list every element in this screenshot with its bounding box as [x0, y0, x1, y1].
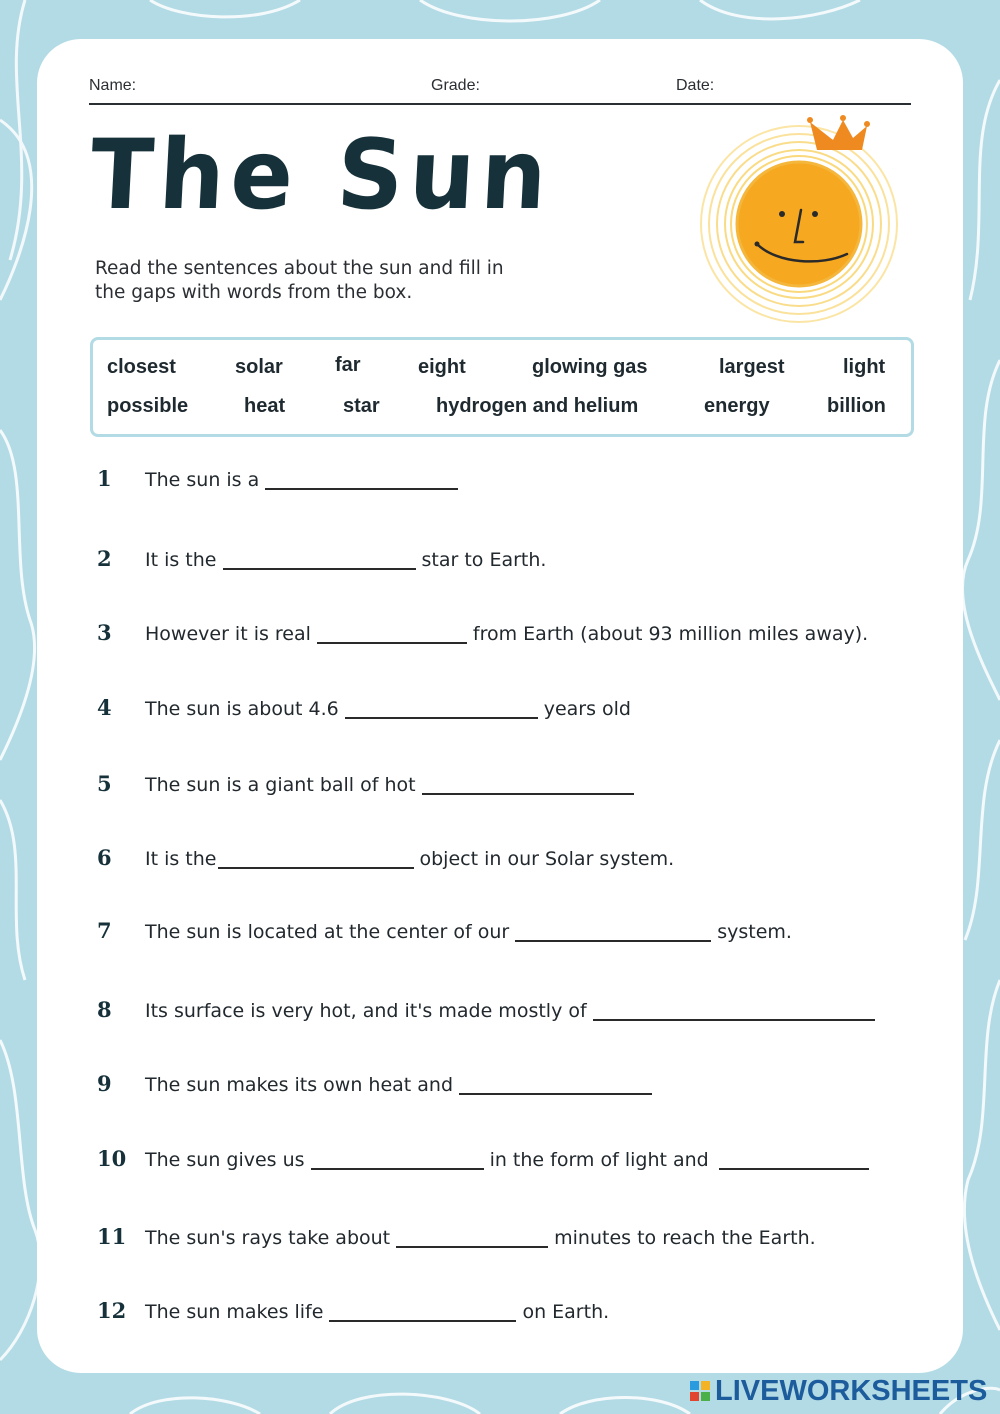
question-text: However it is real [145, 623, 311, 645]
question-text: The sun is about 4.6 [145, 698, 339, 720]
question-1 [97, 466, 937, 499]
question-number: 8 [97, 997, 112, 1022]
question-text: The sun is a giant ball of hot [145, 774, 416, 796]
answer-blank[interactable] [593, 1019, 875, 1021]
question-text: years old [543, 698, 631, 720]
question-text: It is the [145, 549, 217, 571]
word-bank-item: possible [107, 395, 189, 417]
word-bank-item: billion [827, 395, 886, 417]
answer-blank[interactable] [311, 1168, 484, 1170]
word-bank-item: solar [235, 356, 283, 378]
grade-label: Grade: [431, 77, 480, 94]
answer-blank[interactable] [515, 940, 711, 942]
question-text: The sun makes life [145, 1301, 324, 1323]
word-bank-item: far [335, 354, 361, 376]
question-number: 2 [97, 546, 112, 571]
question-text: object in our Solar system. [419, 848, 675, 870]
question-12 [97, 1298, 937, 1331]
name-label: Name: [89, 77, 137, 94]
liveworksheets-logo[interactable] [690, 1374, 987, 1408]
question-9 [97, 1071, 937, 1104]
question-text: The sun is located at the center of our [145, 921, 510, 943]
question-text: star to Earth. [421, 549, 547, 571]
question-text: minutes to reach the Earth. [554, 1227, 816, 1249]
word-bank-item: eight [418, 356, 466, 378]
question-3 [97, 620, 937, 653]
word-bank-item: star [343, 395, 380, 417]
question-text: It is the [145, 848, 217, 870]
word-bank-item: energy [704, 395, 770, 417]
question-number: 1 [97, 466, 112, 491]
logo-text: LIVEWORKSHEETS [715, 1374, 988, 1407]
answer-blank[interactable] [719, 1168, 869, 1170]
page-title: The Sun [87, 118, 556, 231]
question-11 [97, 1224, 937, 1257]
question-number: 7 [97, 918, 112, 943]
answer-blank[interactable] [422, 793, 634, 795]
instructions-text: Read the sentences about the sun and fill in the gaps with words from the box. [95, 258, 504, 303]
question-number: 12 [97, 1298, 127, 1323]
word-bank-item: largest [719, 356, 785, 378]
word-bank-item: heat [244, 395, 286, 417]
question-text: The sun's rays take about [145, 1227, 391, 1249]
question-6 [97, 845, 937, 878]
worksheet-page [37, 39, 963, 1373]
question-number: 11 [97, 1224, 127, 1249]
answer-blank[interactable] [317, 642, 467, 644]
word-bank-item: closest [107, 356, 176, 378]
question-4 [97, 695, 937, 728]
question-8 [97, 997, 937, 1030]
word-bank-item: glowing gas [532, 356, 648, 378]
answer-blank[interactable] [223, 568, 416, 570]
question-number: 3 [97, 620, 112, 645]
question-number: 5 [97, 771, 112, 796]
word-bank [90, 337, 914, 437]
word-bank-item: hydrogen and helium [436, 395, 639, 417]
smiling-sun-icon [697, 114, 915, 332]
question-5 [97, 771, 937, 804]
logo-mark-icon [690, 1381, 710, 1401]
question-number: 4 [97, 695, 112, 720]
question-text: from Earth (about 93 million miles away). [472, 623, 869, 645]
question-number: 6 [97, 845, 112, 870]
date-label: Date: [676, 77, 715, 94]
question-number: 9 [97, 1071, 112, 1096]
word-bank-item: light [843, 356, 886, 378]
question-10 [97, 1146, 937, 1179]
question-text: system. [717, 921, 792, 943]
answer-blank[interactable] [345, 717, 538, 719]
question-number: 10 [97, 1146, 127, 1171]
question-text: The sun is a [145, 469, 260, 491]
question-text: The sun makes its own heat and [145, 1074, 454, 1096]
answer-blank[interactable] [265, 488, 458, 490]
answer-blank[interactable] [329, 1320, 516, 1322]
question-text: on Earth. [522, 1301, 610, 1323]
student-info-row [89, 77, 911, 105]
question-text: The sun gives us [145, 1149, 305, 1171]
question-7 [97, 918, 937, 951]
question-text: Its surface is very hot, and it's made mostly of [145, 1000, 587, 1022]
question-2 [97, 546, 937, 579]
answer-blank[interactable] [396, 1246, 548, 1248]
answer-blank[interactable] [218, 867, 414, 869]
answer-blank[interactable] [459, 1093, 652, 1095]
question-text: in the form of light and [489, 1149, 709, 1171]
